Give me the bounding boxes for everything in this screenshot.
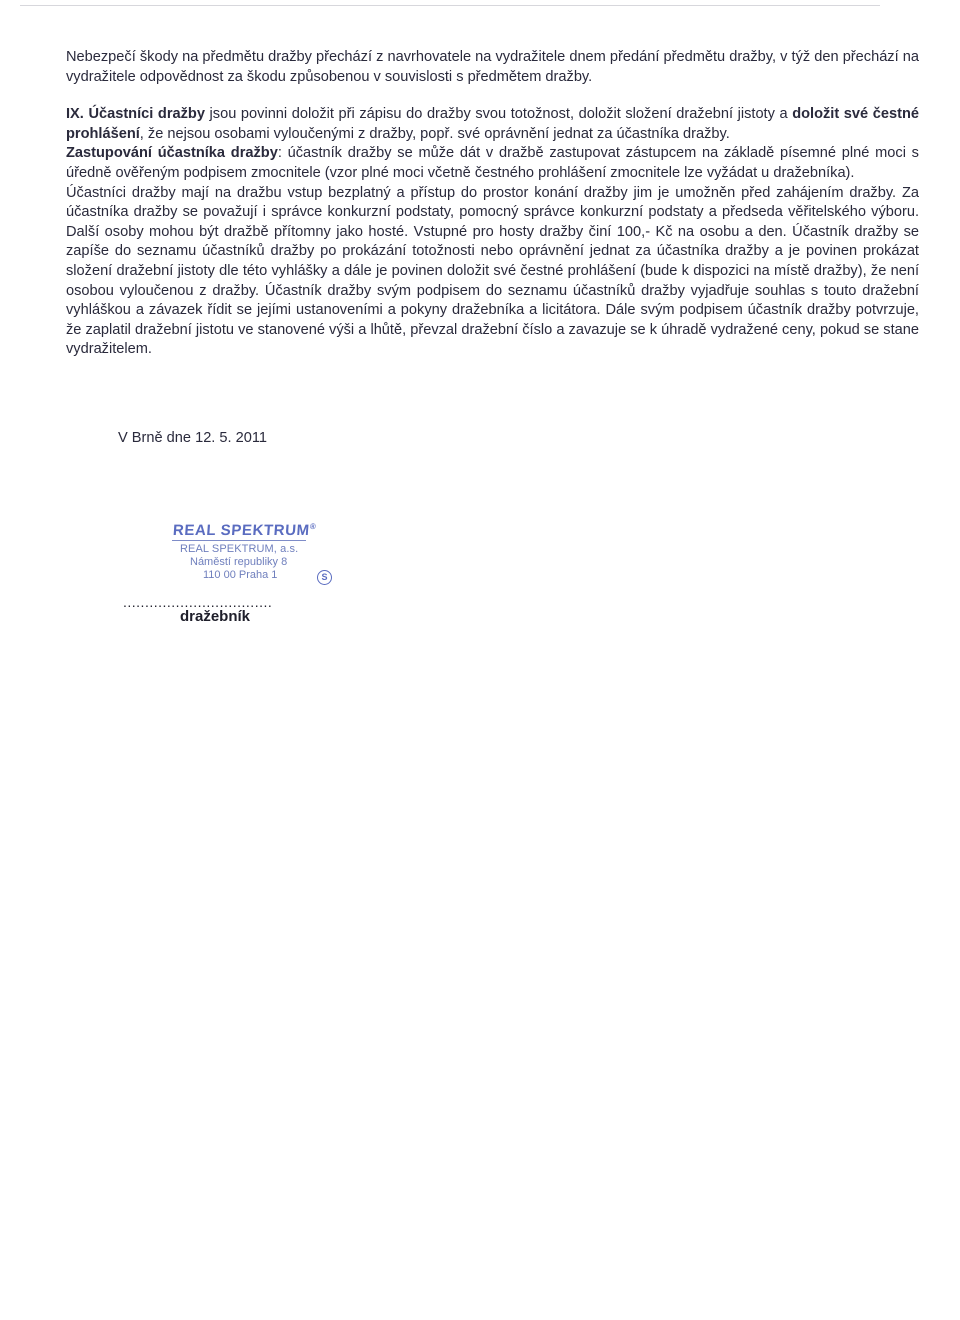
section-text-1: jsou povinni doložit při zápisu do dražby svou totožnost, doložit složení dražební jistoty a <box>204 106 793 123</box>
stamp-city: 110 00 Praha 1 <box>203 569 278 581</box>
section-emphasis: doložit své čestné prohlášení <box>66 106 919 142</box>
paragraph-gap <box>66 87 919 105</box>
scan-edge-line <box>20 5 880 6</box>
representation-heading: Zastupování účastníka dražby <box>66 145 278 162</box>
access-paragraph: Účastníci dražby mají na dražbu vstup bezplatný a přístup do prostor konání dražby jim je umožněn před zahájením dražby. Za účastníka dražby se považují i správce konkurzní podstaty, pomocný správce konkurzní podstaty a předseda věřitelského výboru. Další osoby mohou být dražbě přítomny jako hosté. Vstupné pro hosty dražby činí 100,- Kč na osobu a den. Účastník dražby se zapíše do seznamu účastníků dražby po prokázání totožnosti nebo oprávnění jednat za účastníka dražby a je povinen prokázat složení dražební jistoty dle této vyhlášky a dále je povinen doložit své čestné prohlášení (bude k dispozici na místě dražby), že není osobou vyloučenou z dražby. Účastník dražby svým podpisem do seznamu účastníků dražby vyjadřuje souhlas s touto dražební vyhláškou a závazek řídit se jejími ustanoveními a pokyny dražebníka a licitátora. Dále svým podpisem účastník dražby potvrzuje, že zaplatil dražební jistotu ve stanovené výši a lhůtě, převzal dražební číslo a zavazuje se k úhradě vydražené ceny, pokud se stane vydražitelem. <box>66 184 919 358</box>
company-stamp <box>170 520 340 590</box>
stamp-circle-logo: S <box>317 570 332 585</box>
liability-paragraph: Nebezpečí škody na předmětu dražby přechází z navrhovatele na vydražitele dnem předání předmětu dražby, v týž den přechází na vydražitele odpovědnost za škodu způsobenou v souvislosti s předmětem dražby. <box>66 49 919 85</box>
section-number: IX. <box>66 106 84 123</box>
stamp-underline <box>172 540 306 541</box>
section-text-2: , že nejsou osobami vyloučenými z dražby, popř. své oprávnění jednat za účastníka dražby. <box>139 125 730 142</box>
place-date: V Brně dne 12. 5. 2011 <box>118 430 268 446</box>
section-heading: Účastníci dražby <box>88 106 205 123</box>
signature-role: dražebník <box>180 608 251 625</box>
registered-mark: ® <box>309 522 317 531</box>
stamp-brand-text: REAL SPEKTRUM <box>172 522 311 539</box>
signature-line: .................................. <box>123 594 273 610</box>
section-ix-paragraph <box>66 105 919 144</box>
representation-paragraph <box>66 144 919 183</box>
document-body <box>66 48 919 360</box>
representation-text: : účastník dražby se může dát v dražbě zastupovat zástupcem na základě písemné plné moci s úředně ověřeným podpisem zmocnitele (vzor plné moci včetně čestného prohlášení zmocnitele lze vyžádat u dražebníka). <box>66 145 919 181</box>
stamp-brand <box>172 522 316 539</box>
stamp-company: REAL SPEKTRUM, a.s. <box>180 543 299 555</box>
stamp-street: Náměstí republiky 8 <box>190 556 288 568</box>
